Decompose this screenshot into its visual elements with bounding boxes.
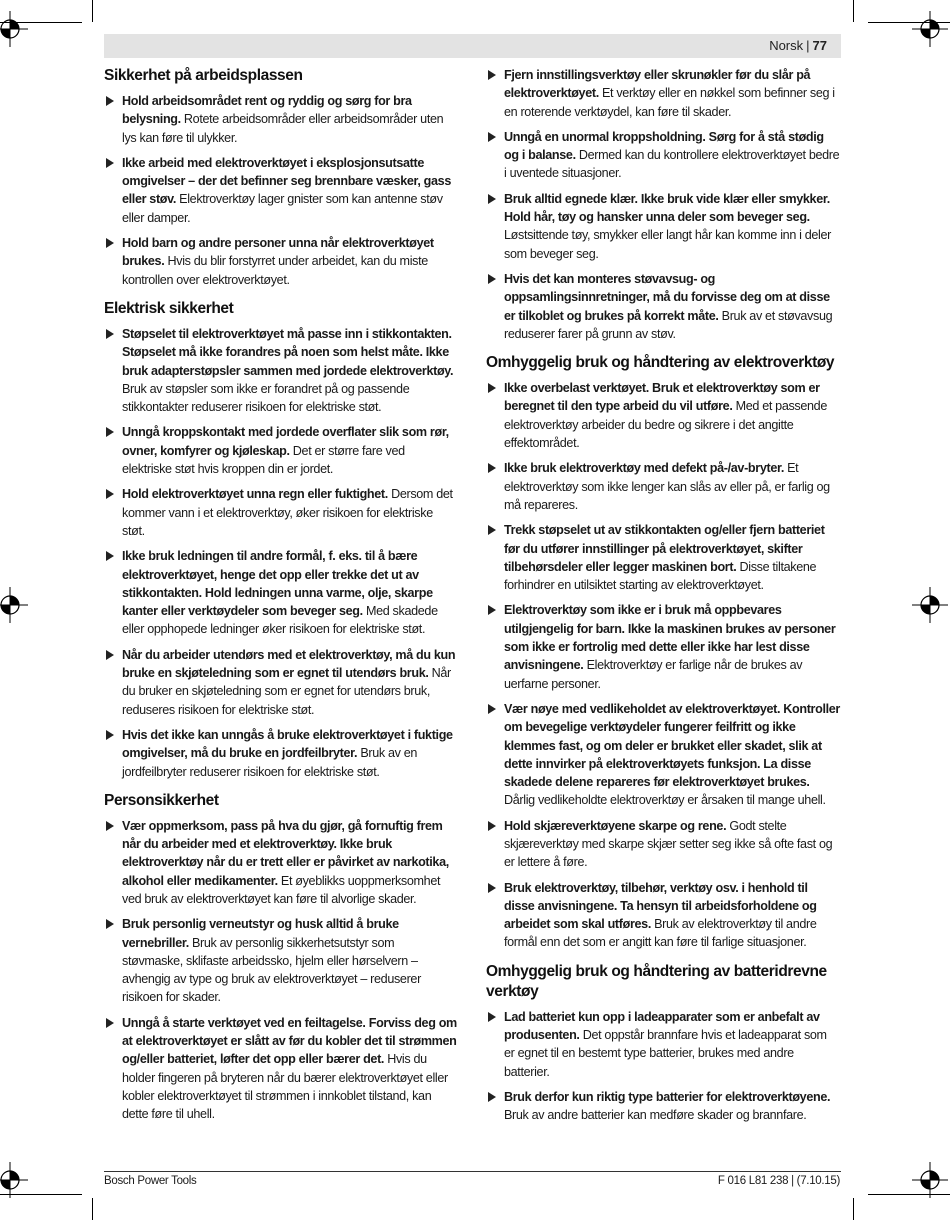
section-heading: Sikkerhet på arbeidsplassen — [104, 67, 303, 84]
triangle-bullet-icon — [488, 821, 496, 831]
crop-mark — [853, 1198, 854, 1220]
list-item — [104, 915, 457, 1006]
crop-mark — [853, 0, 854, 22]
footer-publisher: Bosch Power Tools — [104, 1175, 197, 1187]
section-heading: Personsikkerhet — [104, 791, 219, 809]
list-item — [104, 1014, 457, 1124]
crop-mark — [92, 0, 93, 22]
list-item — [104, 325, 457, 416]
list-item — [104, 547, 457, 638]
list-item — [486, 1008, 840, 1081]
section — [104, 299, 457, 781]
triangle-bullet-icon — [488, 1092, 496, 1102]
footer-rule — [104, 1171, 841, 1172]
registration-mark-icon — [912, 587, 948, 623]
triangle-bullet-icon — [488, 274, 496, 284]
list-item — [104, 154, 457, 227]
triangle-bullet-icon — [106, 1018, 114, 1028]
triangle-bullet-icon — [106, 96, 114, 106]
crop-mark — [0, 22, 82, 23]
triangle-bullet-icon — [106, 427, 114, 437]
item-text: Bruk av støpsler som ikke er forandret på og passende stikkontakter reduserer risikoen for elektriske støt. — [122, 381, 410, 415]
item-text: Hvis du holder fingeren på bryteren når du bærer elektroverktøyet eller kobler elektroverktøyet til strømmen i innkoblet tilstand, kan dette føre til uhell. — [122, 1052, 448, 1122]
triangle-bullet-icon — [488, 132, 496, 142]
registration-mark-icon — [0, 1162, 28, 1198]
item-text: Dårlig vedlikeholdte elektroverktøy er årsaken til mange uhell. — [504, 793, 826, 808]
item-text: Godt stelte skjæreverktøy med skarpe skjær setter seg ikke så ofte fast og er lettere å føre. — [504, 818, 833, 870]
item-emphasis: Elektroverktøy som ikke er i bruk må oppbevares utilgjengelig for barn. Ikke la maskinen brukes av personer som ikke er fortrolig med dette eller ikke har lest disse anvisningene. — [504, 603, 836, 673]
crop-mark — [868, 1194, 950, 1195]
item-text: Når du bruker en skjøteledning som er egnet for utendørs bruk, reduseres risikoen for elektriske støt. — [122, 666, 451, 717]
item-emphasis: Fjern innstillingsverktøy eller skrunøkler før du slår på elektroverktøyet. — [504, 68, 811, 101]
item-emphasis: Hold barn og andre personer unna når elektroverktøyet brukes. — [122, 236, 434, 269]
header-label — [769, 38, 827, 53]
item-emphasis: Hvis det kan monteres støvavsug- og oppsamlingsinnretninger, må du forvisse deg om at disse er tilkoblet og brukes på korrekt måte. — [504, 271, 830, 323]
header-separator: | — [806, 38, 810, 53]
item-emphasis: Bruk elektroverktøy, tilbehør, verktøy osv. i henhold til disse anvisningene. Ta hensyn til arbeidsforholdene og arbeidet som skal utføres. — [504, 880, 817, 932]
item-emphasis: Hold skjæreverktøyene skarpe og rene. — [504, 818, 727, 833]
list-item — [104, 726, 457, 781]
item-emphasis: Hold elektroverktøyet unna regn eller fuktighet. — [122, 487, 388, 502]
triangle-bullet-icon — [106, 650, 114, 660]
item-text: Elektroverktøy er farlige når de brukes av uerfarne personer. — [504, 658, 803, 691]
triangle-bullet-icon — [488, 704, 496, 714]
item-text: Et elektroverktøy som ikke lenger kan slås av eller på, er farlig og må repareres. — [504, 461, 830, 512]
triangle-bullet-icon — [106, 158, 114, 168]
section-heading: Elektrisk sikkerhet — [104, 299, 234, 317]
item-text: Med skadede eller opphopede ledninger øker risikoen for elektriske støt. — [122, 604, 438, 637]
item-text: Dersom det kommer vann i et elektroverktøy, øker risikoen for elektriske støt. — [122, 487, 453, 538]
triangle-bullet-icon — [488, 1012, 496, 1022]
list-item — [486, 459, 840, 514]
list-item — [104, 485, 457, 540]
triangle-bullet-icon — [488, 883, 496, 893]
registration-mark-icon — [912, 1162, 948, 1198]
section — [486, 962, 840, 1125]
item-emphasis: Ikke bruk elektroverktøy med defekt på-/av-bryter. — [504, 461, 784, 476]
page-number: 77 — [812, 38, 827, 53]
item-text: Det er større fare ved elektriske støt hvis kroppen din er jordet. — [122, 443, 405, 477]
list-item — [104, 92, 457, 147]
list-item — [486, 1088, 840, 1125]
triangle-bullet-icon — [488, 463, 496, 473]
section — [486, 66, 840, 343]
item-text: Bruk av et støvavsug reduserer farer på grunn av støv. — [504, 308, 833, 341]
item-emphasis: Ikke arbeid med elektroverktøyet i eksplosjonsutsatte omgivelser – der det befinner seg brennbare væsker, gass eller støv. — [122, 155, 451, 207]
list-item — [104, 646, 457, 719]
item-emphasis: Hvis det ikke kan unngås å bruke elektroverktøyet i fuktige omgivelser, må du bruke en jordfeilbryter. — [122, 727, 453, 761]
crop-mark — [0, 1194, 82, 1195]
item-text: Dermed kan du kontrollere elektroverktøyet bedre i uventede situasjoner. — [504, 148, 840, 181]
item-text: Hvis du blir forstyrret under arbeidet, kan du miste kontrollen over elektroverktøyet. — [122, 254, 428, 287]
item-emphasis: Ikke bruk ledningen til andre formål, f. eks. til å bære elektroverktøyet, henge det opp eller trekke det ut av stikkontakten. Hold ledningen unna varme, olje, skarpe kanter eller verktøydeler som beveger seg. — [122, 549, 433, 619]
registration-mark-icon — [0, 11, 28, 47]
list-item — [486, 879, 840, 952]
list-item — [486, 379, 840, 452]
item-text: Bruk av en jordfeilbryter reduserer risikoen for elektriske støt. — [122, 746, 418, 779]
registration-mark-icon — [912, 11, 948, 47]
triangle-bullet-icon — [106, 919, 114, 929]
triangle-bullet-icon — [106, 489, 114, 499]
page-header — [104, 34, 841, 58]
list-item — [486, 66, 840, 121]
triangle-bullet-icon — [488, 70, 496, 80]
section-heading: Omhyggelig bruk og håndtering av batteridrevne verktøy — [486, 962, 827, 1000]
section — [104, 791, 457, 1124]
item-emphasis: Støpselet til elektroverktøyet må passe inn i stikkontakten. Støpselet må ikke forandres på noen som helst måte. Ikke bruk adapterstøpsler sammen med jordede elektroverktøy. — [122, 326, 454, 378]
list-item — [486, 601, 840, 692]
left-column — [104, 66, 457, 1134]
item-text: Med et passende elektroverktøy arbeider du bedre og sikrere i det angitte effektområdet. — [504, 399, 827, 451]
section-heading: Omhyggelig bruk og håndtering av elektroverktøy — [486, 354, 835, 372]
item-emphasis: Ikke overbelast verktøyet. Bruk et elektroverktøy som er beregnet til den type arbeid du vil utføre. — [504, 381, 820, 414]
footer-doc-code: F 016 L81 238 | (7.10.15) — [717, 1175, 840, 1187]
item-text: Elektroverktøy lager gnister som kan antenne støv eller damper. — [122, 192, 443, 225]
item-emphasis: Unngå kroppskontakt med jordede overflater slik som rør, ovner, komfyrer og kjøleskap. — [122, 425, 449, 458]
item-text: Løstsittende tøy, smykker eller langt hår kan komme inn i deler som beveger seg. — [504, 228, 831, 261]
list-item — [486, 817, 840, 872]
list-item — [486, 700, 840, 810]
triangle-bullet-icon — [106, 329, 114, 339]
item-emphasis: Bruk personlig verneutstyr og husk alltid å bruke vernebriller. — [122, 917, 399, 950]
list-item — [104, 234, 457, 289]
item-emphasis: Lad batteriet kun opp i ladeapparater som er anbefalt av produsenten. — [504, 1009, 820, 1043]
item-emphasis: Vær nøye med vedlikeholdet av elektroverktøyet. Kontroller om bevegelige verktøydeler fungerer feilfritt og ikke klemmes fast, og om deler er brukket eller skadet, slik at dette innvirker på elektroverktøyets funksjon. La disse skadede delene repareres før elektroverktøyet brukes. — [504, 701, 840, 790]
item-text: Det oppstår brannfare hvis et ladeapparat som er egnet til en bestemt type batterier, brukes med andre batterier. — [504, 1028, 827, 1079]
list-item — [104, 423, 457, 478]
triangle-bullet-icon — [488, 383, 496, 393]
item-text: Bruk av elektroverktøy til andre formål enn det som er angitt kan føre til farlige situasjoner. — [504, 917, 817, 950]
item-emphasis: Når du arbeider utendørs med et elektroverktøy, må du kun bruke en skjøteledning som er egnet til utendørs bruk. — [122, 647, 456, 681]
item-text: Bruk av andre batterier kan medføre skader og brannfare. — [504, 1108, 807, 1123]
triangle-bullet-icon — [106, 238, 114, 248]
triangle-bullet-icon — [488, 194, 496, 204]
item-emphasis: Bruk derfor kun riktig type batterier for elektroverktøyene. — [504, 1089, 831, 1104]
item-text: Rotete arbeidsområder eller arbeidsområder uten lys kan føre til ulykker. — [122, 112, 444, 145]
item-text: Et verktøy eller en nøkkel som befinner seg i en roterende verktøydel, kan føre til skader. — [504, 86, 835, 119]
crop-mark — [868, 22, 950, 23]
right-column — [486, 66, 840, 1135]
registration-mark-icon — [0, 587, 28, 623]
item-emphasis: Vær oppmerksom, pass på hva du gjør, gå fornuftig frem når du arbeider med et elektroverktøy. Ikke bruk elektroverktøy når du er trett eller er påvirket av narkotika, alkohol eller medikamenter. — [122, 818, 449, 888]
list-item — [486, 521, 840, 594]
header-language: Norsk — [769, 38, 804, 53]
item-emphasis: Trekk støpselet ut av stikkontakten og/eller fjern batteriet før du utfører innstillinger på elektroverktøyet, skifter tilbehørsdeler eller legger maskinen bort. — [504, 523, 825, 574]
item-text: Et øyeblikks uoppmerksomhet ved bruk av elektroverktøyet kan føre til alvorlige skader. — [122, 873, 441, 906]
item-emphasis: Unngå en unormal kroppsholdning. Sørg for å stå stødig og i balanse. — [504, 129, 824, 163]
triangle-bullet-icon — [106, 821, 114, 831]
list-item — [486, 270, 840, 343]
triangle-bullet-icon — [488, 525, 496, 535]
section — [486, 353, 840, 952]
triangle-bullet-icon — [106, 730, 114, 740]
list-item — [104, 817, 457, 908]
item-text: Bruk av personlig sikkerhetsutstyr som støvmaske, sklifaste arbeidssko, hjelm eller hørselvern – avhengig av type og bruk av elektroverktøyet – reduserer risikoen for skader. — [122, 935, 421, 1005]
crop-mark — [92, 1198, 93, 1220]
item-emphasis: Bruk alltid egnede klær. Ikke bruk vide klær eller smykker. Hold hår, tøy og hansker unna deler som beveger seg. — [504, 191, 830, 225]
item-emphasis: Hold arbeidsområdet rent og ryddig og sørg for bra belysning. — [122, 94, 412, 127]
list-item — [486, 128, 840, 183]
section — [104, 66, 457, 289]
item-emphasis: Unngå å starte verktøyet ved en feiltagelse. Forviss deg om at elektroverktøyet er slått av før du kobler det til strømmen og/eller batteriet, løfter det opp eller bærer det. — [122, 1015, 457, 1067]
triangle-bullet-icon — [488, 605, 496, 615]
item-text: Disse tiltakene forhindrer en utilsiktet starting av elektroverktøyet. — [504, 559, 817, 593]
list-item — [486, 190, 840, 263]
triangle-bullet-icon — [106, 551, 114, 561]
